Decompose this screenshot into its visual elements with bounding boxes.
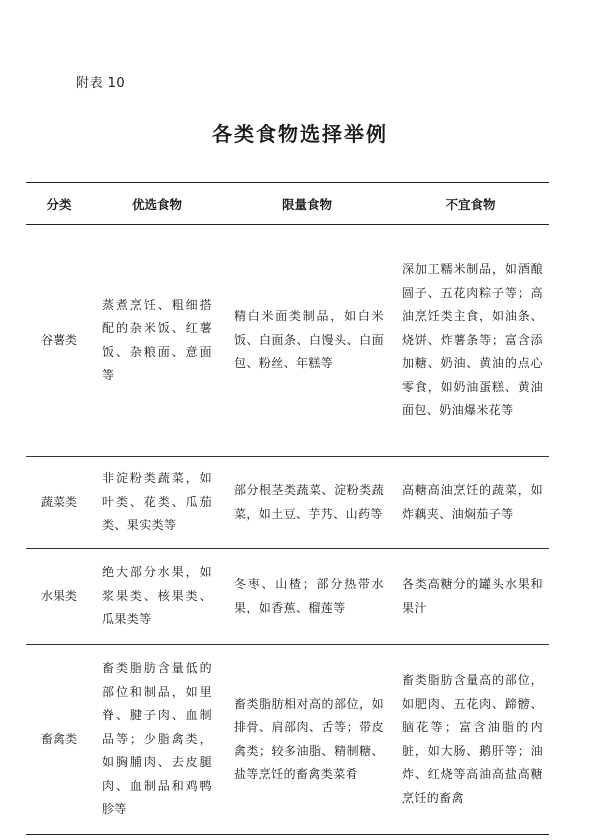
row-category: 水果类	[40, 588, 77, 603]
table-row	[26, 645, 549, 835]
table-header-row	[26, 183, 549, 225]
appendix-label: 附表 10	[76, 76, 126, 91]
row-preferred: 绝大部分水果，如浆果类、核果类、瓜果类等	[102, 565, 212, 627]
row-limited: 畜类脂肪相对高的部位，如排骨、肩部肉、舌等；带皮禽类；较多油脂、精制糖、盐等烹饪的畜禽类菜肴	[234, 696, 384, 781]
table-row	[26, 457, 549, 549]
header-limited: 限量食物	[281, 196, 332, 212]
food-selection-table	[26, 182, 549, 835]
header-category: 分类	[46, 196, 72, 212]
row-category: 蔬菜类	[40, 494, 77, 509]
row-limited: 冬枣、山楂；部分热带水果，如香蕉、榴莲等	[234, 577, 384, 615]
table-row	[26, 549, 549, 645]
row-preferred: 非淀粉类蔬菜，如叶类、花类、瓜茄类、果实类等	[102, 471, 212, 533]
table-row	[26, 225, 549, 457]
row-limited: 精白米面类制品，如白米饭、白面条、白馒头、白面包、粉丝、年糕等	[234, 309, 384, 371]
row-preferred: 畜类脂肪含量低的部位和制品，如里脊、腱子肉、血制品等；少脂禽类，如胸脯肉、去皮腿肉、血制品和鸡鸭胗等	[102, 661, 212, 817]
row-unsuitable: 高糖高油烹饪的蔬菜，如炸藕夹、油焖茄子等	[402, 483, 543, 521]
row-unsuitable: 深加工糯米制品，如酒酿圆子、五花肉粽子等；高油烹饪类主食，如油条、烧饼、炸薯条等；富含添加糖、奶油、黄油的点心零食，如奶油蛋糕、黄油面包、奶油爆米花等	[402, 262, 543, 418]
row-category: 畜禽类	[40, 731, 77, 746]
row-unsuitable: 畜类脂肪含量高的部位，如肥肉、五花肉、蹄髈、脑花等；富含油脂的内脏，如大肠、鹅肝等；油炸、红烧等高油高盐高糖烹饪的畜禽	[402, 673, 543, 805]
header-preferred: 优选食物	[131, 196, 182, 212]
page-title: 各类食物选择举例	[212, 122, 388, 146]
row-category: 谷薯类	[40, 332, 77, 347]
header-unsuitable: 不宜食物	[445, 196, 496, 212]
row-unsuitable: 各类高糖分的罐头水果和果汁	[402, 577, 543, 615]
row-limited: 部分根茎类蔬菜、淀粉类蔬菜，如土豆、芋艿、山药等	[234, 483, 384, 521]
row-preferred: 蒸煮烹饪、粗细搭配的杂米饭、红薯饭、杂粮面、意面等	[102, 297, 212, 382]
